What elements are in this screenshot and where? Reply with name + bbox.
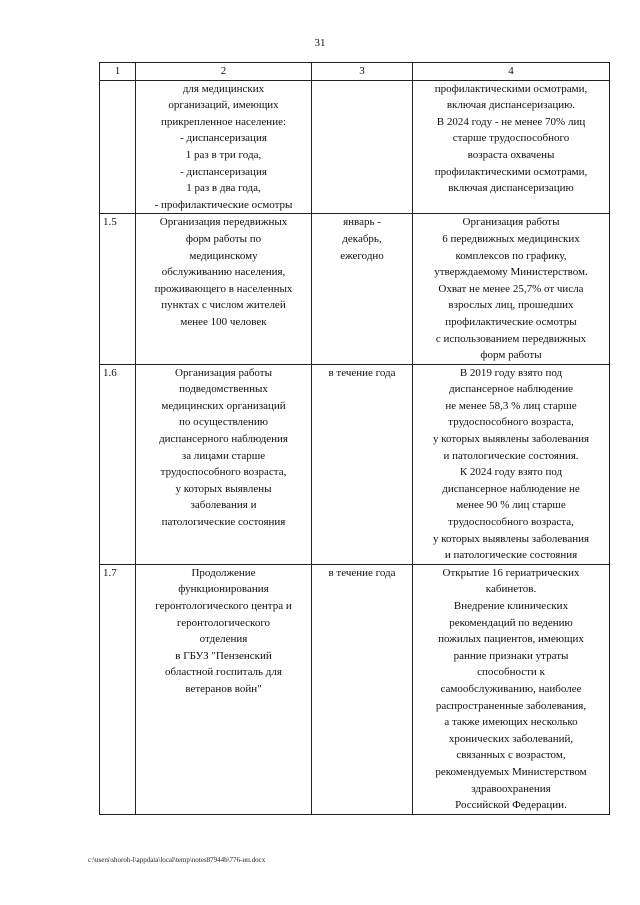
result-line: профилактические осмотры: [445, 315, 577, 328]
result-line: профилактическими осмотрами,: [434, 165, 588, 178]
deadline-cell: [312, 214, 413, 364]
result-line: Организация работы: [462, 216, 560, 229]
result-line: пожилых пациентов, имеющих: [438, 633, 584, 646]
item-number: 1.7: [100, 564, 136, 814]
deadline-line: декабрь,: [342, 232, 382, 245]
result-line: взрослых лиц, прошедших: [448, 299, 574, 312]
result-line: у которых выявлены заболевания: [432, 433, 590, 446]
measure-line: диспансерного наблюдения: [159, 433, 288, 446]
measure-line: патологические состояния: [161, 516, 286, 529]
measure-line: организаций, имеющих: [168, 99, 279, 112]
result-line: распространенные заболевания,: [435, 699, 587, 712]
deadline-line: ежегодно: [340, 249, 384, 262]
header-col-2: 2: [136, 63, 312, 81]
deadline-line: январь -: [343, 216, 381, 229]
result-line: ранние признаки утраты: [453, 649, 569, 662]
result-line: не менее 58,3 % лиц старше: [445, 399, 577, 412]
deadline-cell: [312, 564, 413, 814]
measure-line: геронтологического центра и: [155, 600, 292, 612]
measure-line: трудоспособного возраста,: [160, 466, 287, 479]
result-line: включая диспансеризацию.: [446, 99, 576, 112]
measure-line: пунктах с числом жителей: [161, 299, 286, 312]
result-line: трудоспособного возраста,: [448, 516, 574, 529]
page-number: 31: [314, 37, 326, 49]
result-line: диспансерное наблюдение не: [442, 482, 580, 495]
measure-line: прикрепленное население:: [160, 115, 287, 128]
measure-line: 1 раз в три года,: [185, 148, 262, 161]
result-line: комплексов по графику,: [455, 249, 567, 262]
measure-line: по осуществлению: [179, 416, 268, 429]
result-cell: [413, 80, 610, 214]
result-cell: [413, 564, 610, 814]
result-line: и патологические состояния.: [443, 449, 579, 462]
measure-line: проживающего в населенных: [154, 282, 293, 295]
measure-line: за лицами старше: [181, 449, 266, 462]
result-line: здравоохранения: [471, 782, 551, 795]
deadline-line: в течение года: [328, 566, 396, 579]
measure-line: Организация передвижных: [159, 216, 288, 229]
result-line: рекомендуемых Министерством: [435, 765, 587, 778]
result-line: кабинетов.: [485, 583, 537, 596]
result-line: трудоспособного возраста,: [448, 416, 574, 429]
header-col-1: 1: [100, 63, 136, 81]
header-col-3: 3: [312, 63, 413, 81]
measure-line: - профилактические осмотры: [154, 198, 293, 211]
result-line: В 2019 году взято под: [459, 366, 563, 379]
measure-line: 1 раз в два года,: [186, 182, 261, 195]
result-line: Внедрение клинических: [453, 600, 569, 612]
footer-file-path: c:\users\shoroh-l\appdata\local\temp\notes87944b\776-ип.docx: [88, 856, 266, 864]
result-line: способности к: [477, 666, 545, 679]
measure-line: в ГБУЗ "Пензенский: [175, 649, 272, 662]
result-line: у которых выявлены заболевания: [432, 532, 590, 545]
measure-line: форм работы по: [185, 232, 262, 245]
table-row: [100, 80, 610, 214]
deadline-cell: [312, 364, 413, 564]
result-line: диспансерное наблюдение: [449, 383, 573, 396]
result-line: с использованием передвижных: [435, 332, 587, 345]
result-line: включая диспансеризацию: [448, 182, 574, 195]
item-number: 1.6: [100, 364, 136, 564]
result-line: а также имеющих несколько: [444, 716, 578, 729]
result-line: менее 90 % лиц старше: [456, 499, 566, 512]
measure-cell: [136, 564, 312, 814]
measure-line: Продолжение: [191, 566, 256, 579]
result-line: Открытие 16 гериатрических: [442, 566, 580, 579]
measure-line: обслуживанию населения,: [161, 266, 286, 279]
measure-line: - диспансеризация: [180, 132, 267, 145]
result-line: 6 передвижных медицинских: [442, 232, 580, 245]
measure-line: областной госпиталь для: [165, 666, 282, 679]
measure-line: менее 100 человек: [180, 315, 267, 328]
result-line: Охват не менее 25,7% от числа: [438, 282, 584, 295]
table-row: [100, 364, 610, 564]
table-body: [100, 80, 610, 814]
result-line: и патологические состояния: [444, 549, 578, 562]
result-line: К 2024 году взято под: [459, 466, 563, 479]
measure-line: у которых выявлены: [175, 482, 272, 495]
result-line: старше трудоспособного: [452, 132, 570, 145]
result-line: возраста охвачены: [467, 148, 555, 161]
result-line: самообслуживанию, наиболее: [440, 682, 582, 695]
deadline-cell: [312, 80, 413, 214]
measure-line: Организация работы: [175, 366, 272, 379]
measure-cell: [136, 364, 312, 564]
table-row: [100, 214, 610, 364]
deadline-line: в течение года: [328, 366, 396, 379]
header-col-4: 4: [413, 63, 610, 81]
result-line: рекомендаций по ведению: [449, 616, 573, 629]
measure-line: ветеранов войн": [185, 682, 262, 695]
measure-line: для медицинских: [182, 82, 265, 95]
table-header: [100, 63, 610, 81]
result-line: Российской Федерации.: [455, 799, 567, 812]
measure-cell: [136, 80, 312, 214]
result-line: форм работы: [480, 349, 542, 362]
item-number: 1.5: [100, 214, 136, 364]
result-cell: [413, 364, 610, 564]
measure-line: медицинских организаций: [161, 399, 286, 412]
measures-table: [99, 62, 610, 815]
result-line: утверждаемому Министерством.: [434, 266, 588, 279]
measure-cell: [136, 214, 312, 364]
measure-line: отделения: [199, 633, 248, 646]
measure-line: геронтологического: [176, 616, 271, 629]
measure-line: заболевания и: [190, 499, 257, 512]
measure-line: функционирования: [178, 583, 269, 596]
measure-line: медицинскому: [189, 249, 258, 262]
table-row: [100, 564, 610, 814]
result-line: связанных с возрастом,: [456, 749, 566, 762]
result-line: В 2024 году - не менее 70% лиц: [436, 115, 586, 128]
item-number: [100, 80, 136, 214]
result-cell: [413, 214, 610, 364]
result-line: профилактическими осмотрами,: [434, 82, 588, 95]
measure-line: - диспансеризация: [180, 165, 267, 178]
measure-line: подведомственных: [179, 383, 268, 396]
result-line: хронических заболеваний,: [448, 732, 574, 745]
